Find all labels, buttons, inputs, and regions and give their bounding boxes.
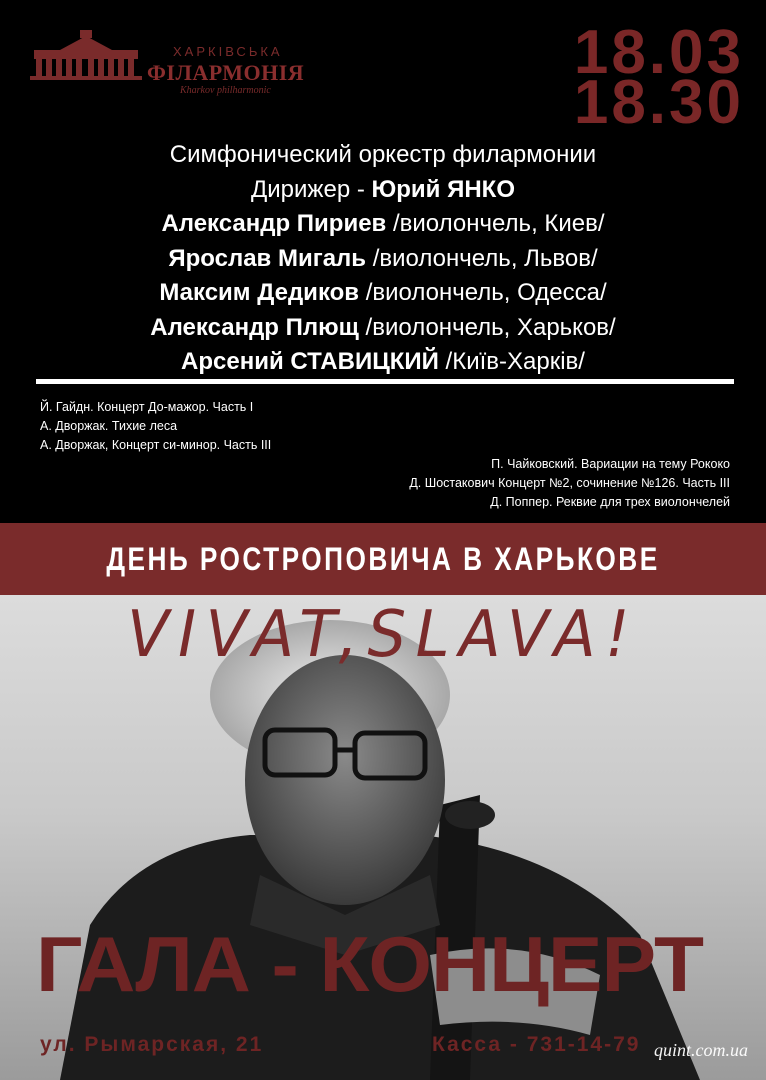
performer-detail: /Київ-Харків/ <box>438 348 585 375</box>
performer-line <box>0 173 766 208</box>
venue-address: ул. Рымарская, 21 <box>40 1033 264 1056</box>
logo-city: ХАРКІВСЬКА <box>173 44 283 59</box>
performers-list <box>0 138 766 380</box>
program-item: Д. Шостакович Концерт №2, сочинение №126. Часть III <box>409 476 730 490</box>
program-item: Д. Поппер. Реквие для трех виолончелей <box>490 495 730 509</box>
performer-detail: /виолончель, Харьков/ <box>358 313 616 341</box>
banner-title: ДЕНЬ РОСТРОПОВИЧА В ХАРЬКОВЕ <box>106 541 660 577</box>
box-office-phone: Касса - 731-14-79 <box>432 1033 641 1056</box>
performer-name: Александр Плющ <box>150 313 359 341</box>
performer-detail: /виолончель, Одесса/ <box>359 279 607 306</box>
logo-name: ФІЛАРМОНІЯ <box>147 60 305 85</box>
title-banner <box>0 523 766 595</box>
performer-name: Александр Пириев <box>161 210 387 237</box>
watermark: quint.com.ua <box>654 1040 748 1060</box>
gala-title: ГАЛА - КОНЦЕРТ <box>36 920 703 1008</box>
performer-detail: /виолончель, Киев/ <box>386 210 605 237</box>
event-time: 18.30 <box>573 68 744 137</box>
program-item: Й. Гайдн. Концерт До-мажор. Часть I <box>40 400 254 414</box>
performer-name: Юрий ЯНКО <box>371 175 515 203</box>
philharmonic-logo <box>30 30 305 100</box>
program-item: А. Дворжак, Концерт си-минор. Часть III <box>40 438 272 452</box>
program-right <box>409 455 730 512</box>
slogan: VIVAT,SLAVA! <box>127 598 639 672</box>
performer-detail: /виолончель, Львов/ <box>366 244 598 272</box>
performer-line <box>0 345 766 380</box>
building-icon <box>30 30 142 80</box>
program-item: А. Дворжак. Тихие леса <box>40 419 178 433</box>
program-item: П. Чайковский. Вариации на тему Рококо <box>491 457 730 471</box>
logo-subtitle: Kharkov philharmonic <box>180 85 271 96</box>
event-date: 18.03 <box>573 18 744 87</box>
program-left <box>40 398 271 455</box>
performer-name: Максим Дедиков <box>159 279 360 306</box>
performer-text: Симфонический оркестр филармонии <box>169 141 597 168</box>
performer-name: Ярослав Мигаль <box>168 244 367 272</box>
performer-line <box>0 242 766 277</box>
performer-line <box>0 311 766 346</box>
divider <box>36 379 734 384</box>
performer-line <box>0 207 766 242</box>
performer-line <box>0 276 766 311</box>
performer-name: Арсений СТАВИЦКИЙ <box>181 348 439 375</box>
performer-line <box>0 138 766 173</box>
performer-role: Дирижер - <box>251 175 372 203</box>
